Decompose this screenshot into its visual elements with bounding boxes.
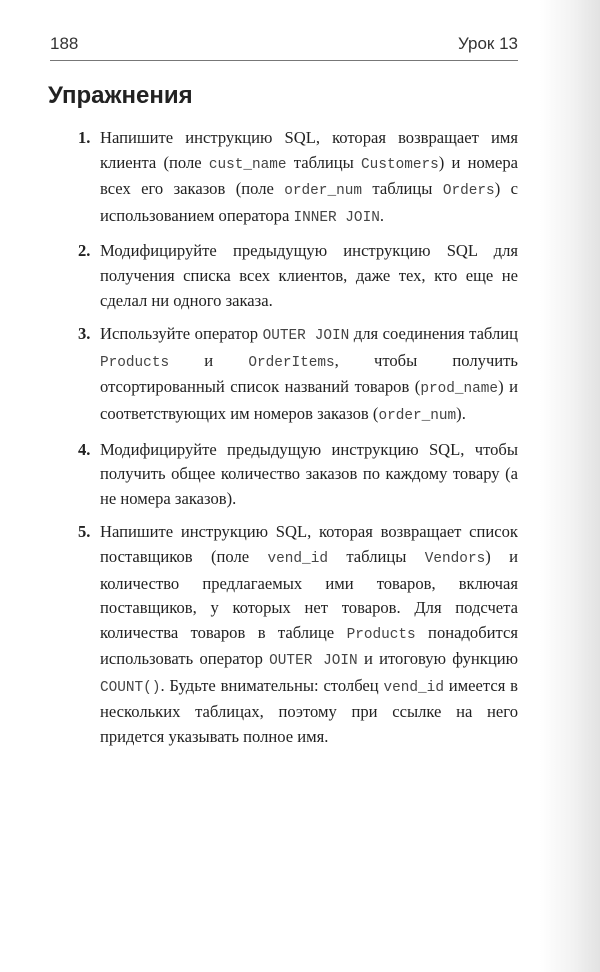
text-fragment: Используйте оператор	[100, 324, 263, 344]
exercise-item	[78, 126, 518, 230]
exercise-text	[100, 438, 518, 512]
text-fragment: ).	[456, 403, 466, 423]
code-fragment: prod_name	[420, 381, 499, 398]
code-fragment: order_num	[378, 407, 457, 424]
exercise-text	[100, 126, 518, 230]
exercise-text	[100, 520, 518, 749]
code-fragment: Customers	[361, 156, 439, 173]
text-fragment: таблицы	[362, 179, 443, 199]
page-header	[50, 34, 518, 62]
code-fragment: OrderItems	[248, 354, 335, 371]
code-fragment: Products	[100, 354, 170, 371]
text-fragment: ) и количество предлагаемых ими товаров, включая поставщиков, у которых нет товаров. Для подсчета количества товаров в таблице	[100, 546, 519, 642]
exercise-item	[78, 322, 518, 428]
header-rule	[50, 60, 518, 61]
exercise-text	[100, 239, 518, 313]
text-fragment: понадобится использовать оператор	[100, 622, 518, 669]
text-fragment: ) и номера всех его заказов (поле	[100, 152, 518, 199]
code-fragment: OUTER JOIN	[262, 328, 350, 345]
exercise-item	[78, 239, 518, 313]
section-title: Упражнения	[48, 82, 193, 109]
exercise-number: 5.	[78, 522, 91, 542]
code-fragment: cust_name	[208, 156, 287, 173]
exercise-item	[78, 520, 518, 749]
exercise-number: 4.	[78, 439, 91, 459]
exercise-number: 1.	[78, 128, 91, 147]
exercise-item	[78, 438, 518, 512]
text-fragment: таблицы	[327, 546, 425, 566]
text-fragment: .	[379, 205, 384, 225]
text-fragment: таблицы	[286, 152, 362, 172]
code-fragment: Products	[346, 626, 416, 643]
code-fragment: order_num	[284, 183, 362, 200]
exercise-number: 3.	[78, 324, 91, 344]
text-fragment: имеется в нескольких таблицах, поэтому при ссылке на него придется указывать полное имя.	[100, 675, 518, 747]
page-number: 188	[50, 34, 79, 53]
code-fragment: Vendors	[424, 550, 486, 567]
page-edge-shadow	[540, 0, 600, 972]
code-fragment: INNER JOIN	[293, 209, 380, 226]
text-fragment: ) и соответствующих им номеров заказов (	[100, 377, 518, 423]
text-fragment: Модифицируйте предыдущую инструкцию SQL для получения списка всех клиентов, даже тех, кто еще не сделал ни одного заказа.	[100, 241, 518, 310]
text-fragment: , чтобы получить отсортированный список названий товаров (	[100, 350, 518, 397]
code-fragment: OUTER JOIN	[269, 653, 358, 670]
text-fragment: Модифицируйте предыдущую инструкцию SQL, чтобы получить общее количество заказов по каждому товару (а не номера заказов).	[100, 439, 518, 508]
code-fragment: vend_id	[383, 679, 444, 696]
code-fragment: vend_id	[267, 550, 328, 567]
text-fragment: Напишите инструкцию SQL, которая возвращает список поставщиков (поле	[100, 522, 518, 566]
exercise-list	[78, 126, 518, 759]
code-fragment: Orders	[442, 183, 495, 200]
text-fragment: Напишите инструкцию SQL, которая возвращает имя клиента (поле	[100, 128, 518, 172]
text-fragment: и итоговую функцию	[357, 649, 518, 669]
exercise-number: 2.	[78, 241, 91, 261]
text-fragment: ) с использованием оператора	[100, 179, 518, 225]
chapter-title: Урок 13	[457, 34, 518, 53]
exercise-text	[100, 322, 518, 428]
text-fragment: для соединения таблиц	[349, 324, 518, 344]
code-fragment: COUNT()	[100, 679, 161, 696]
text-fragment: и	[169, 350, 249, 370]
text-fragment: . Будьте внимательны: столбец	[160, 675, 384, 695]
